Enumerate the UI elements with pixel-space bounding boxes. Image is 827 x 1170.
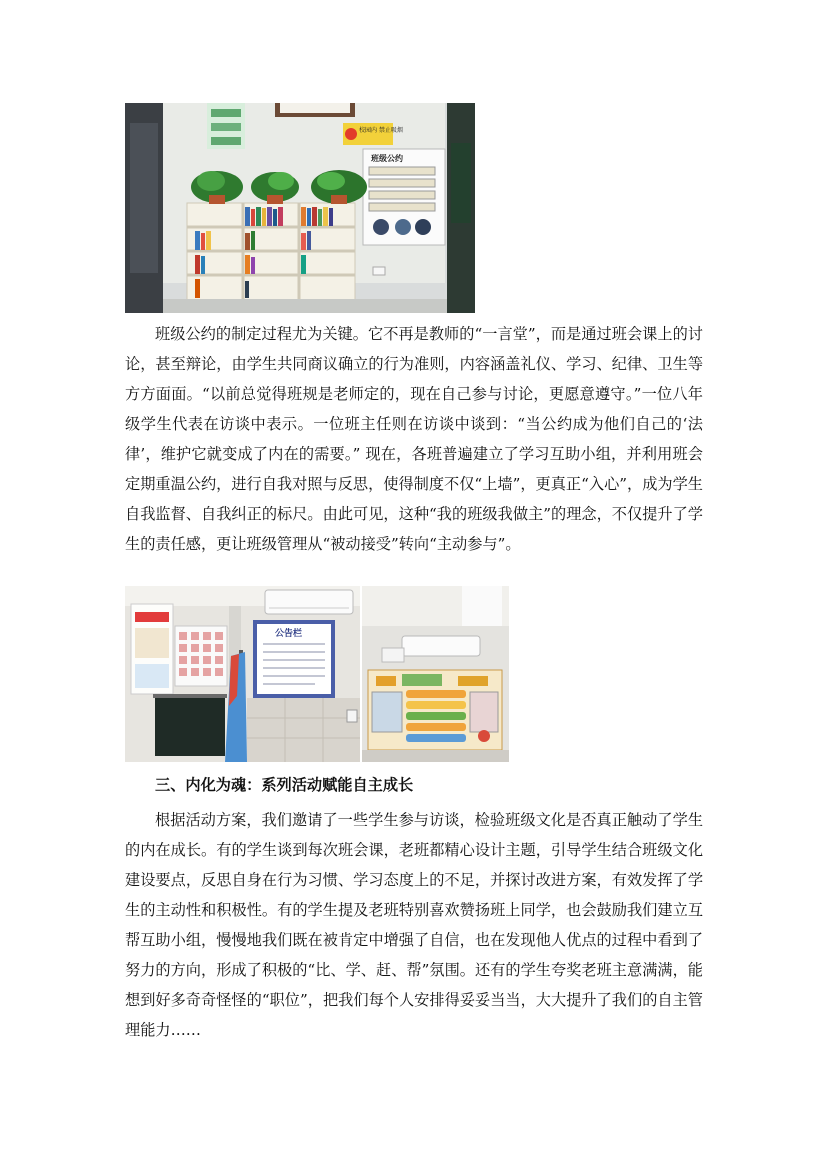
classroom-notice-board-photo xyxy=(125,586,360,762)
paragraph-student-interviews: 根据活动方案，我们邀请了一些学生参与访谈，检验班级文化是否真正触动了学生的内在成长。有的学生谈到每次班会课，老班都精心设计主题，引导学生结合班级文化建设要点，反思自身在行为习惯、学习态度上的不足，并探讨改进方案，有效发挥了学生的主动性和积极性。有的学生提及老班特别喜欢赞扬班上同学，也会鼓励我们建立互帮互助小组，慢慢地我们既在被肯定中增强了自信，也在发现他人优点的过程中看到了努力的方向，形成了积极的“比、学、赶、帮”氛围。还有的学生夸奖老班主意满满，能想到好多奇奇怪怪的“职位”，把我们每个人安排得妥妥当当，大大提升了我们的自主管理能力…… xyxy=(125,811,703,1039)
notice-board-title: 公告栏 xyxy=(275,629,303,639)
class-convention-sign-text: 班级公约 xyxy=(371,154,403,163)
class-culture-wall-photo xyxy=(362,586,509,762)
paragraph-class-convention: 班级公约的制定过程尤为关键。它不再是教师的“一言堂”，而是通过班会课上的讨论，甚至辩论，由学生共同商议确立的行为准则，内容涵盖礼仪、学习、纪律、卫生等方方面面。“以前总觉得班规是老师定的，现在自己参与讨论，更愿意遵守。”一位八年级学生代表在访谈中表示。一位班主任则在访谈中谈到：“当公约成为他们自己的‘法律’，维护它就变成了内在的需要。” 现在，各班普遍建立了学习互助小组，并利用班会定期重温公约，进行自我对照与反思，使得制度不仅“上墙”，更真正“入心”，成为学生自我监督、自我纠正的标尺。由此可见，这种“我的班级我做主”的理念，不仅提升了学生的责任感，更让班级管理从“被动接受”转向“主动参与”。 xyxy=(125,325,703,553)
no-smoking-sign-text: 校园内 禁止吸烟 xyxy=(359,127,403,134)
classroom-bookshelf-photo xyxy=(125,103,475,313)
section-heading: 三、内化为魂：系列活动赋能自主成长 xyxy=(155,776,414,794)
